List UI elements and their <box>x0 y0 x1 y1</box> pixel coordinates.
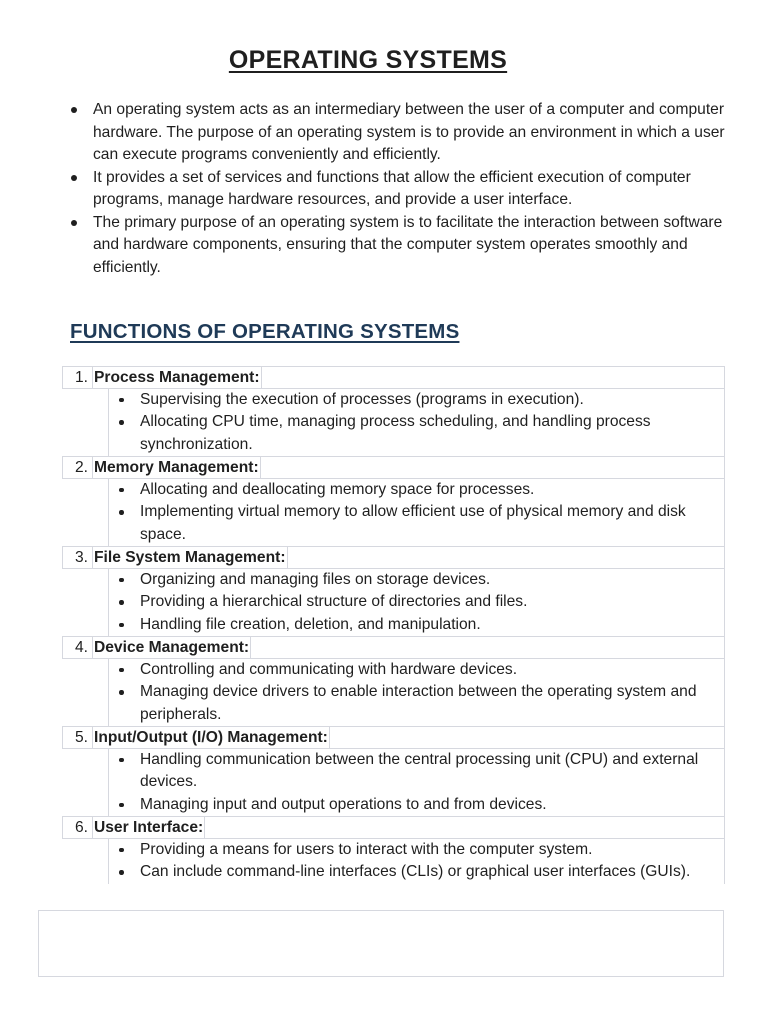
function-detail-item: Controlling and communicating with hardware devices. <box>140 659 724 682</box>
intro-bullet: The primary purpose of an operating system is to facilitate the interaction between software and hardware components, ensuring that the computer system operates smoothly and efficiently. <box>68 212 728 280</box>
function-detail-item: Allocating and deallocating memory space for processes. <box>140 479 724 502</box>
function-detail-item: Handling communication between the central processing unit (CPU) and external devices. <box>140 749 724 794</box>
intro-bullet: It provides a set of services and functions that allow the efficient execution of computer programs, manage hardware resources, and provide a user interface. <box>68 167 728 212</box>
function-detail-item: Allocating CPU time, managing process scheduling, and handling process synchronization. <box>140 411 724 456</box>
function-name: Process Management: <box>94 369 260 386</box>
function-number: 1. <box>63 367 93 388</box>
function-name: User Interface: <box>94 819 204 836</box>
function-detail-item: Can include command-line interfaces (CLIs) or graphical user interfaces (GUIs). <box>140 861 724 884</box>
functions-list <box>62 366 725 884</box>
function-number: 4. <box>63 637 93 658</box>
function-details <box>108 389 725 457</box>
function-details <box>108 479 725 547</box>
section-title: FUNCTIONS OF OPERATING SYSTEMS <box>70 320 460 343</box>
intro-bullet: An operating system acts as an intermediary between the user of a computer and computer hardware. The purpose of an operating system is to provide an environment in which a user can execute programs conveniently and efficiently. <box>68 99 728 167</box>
function-details <box>108 659 725 727</box>
function-detail-item: Handling file creation, deletion, and manipulation. <box>140 614 724 637</box>
function-name: Memory Management: <box>94 459 259 476</box>
function-name: Device Management: <box>94 639 250 656</box>
function-detail-item: Supervising the execution of processes (programs in execution). <box>140 389 724 412</box>
function-number: 6. <box>63 817 93 838</box>
function-detail-item: Providing a hierarchical structure of directories and files. <box>140 591 724 614</box>
function-heading-row <box>62 726 725 749</box>
function-name: Input/Output (I/O) Management: <box>94 729 328 746</box>
function-details <box>108 749 725 817</box>
function-heading-row <box>62 816 725 839</box>
empty-text-box <box>38 910 724 977</box>
function-details <box>108 839 725 884</box>
function-detail-item: Managing input and output operations to and from devices. <box>140 794 724 817</box>
function-heading-row <box>62 546 725 569</box>
function-heading-row <box>62 366 725 389</box>
page-title <box>0 46 736 75</box>
function-name: File System Management: <box>94 549 286 566</box>
function-detail-item: Implementing virtual memory to allow efficient use of physical memory and disk space. <box>140 501 724 546</box>
function-details <box>108 569 725 637</box>
function-number: 3. <box>63 547 93 568</box>
function-detail-item: Providing a means for users to interact with the computer system. <box>140 839 724 862</box>
function-number: 2. <box>63 457 93 478</box>
function-detail-item: Organizing and managing files on storage devices. <box>140 569 724 592</box>
intro-bullet-list <box>68 99 728 279</box>
function-heading-row <box>62 636 725 659</box>
function-number: 5. <box>63 727 93 748</box>
function-heading-row <box>62 456 725 479</box>
function-detail-item: Managing device drivers to enable interaction between the operating system and peripherals. <box>140 681 724 726</box>
page-title-text: OPERATING SYSTEMS <box>228 46 508 74</box>
